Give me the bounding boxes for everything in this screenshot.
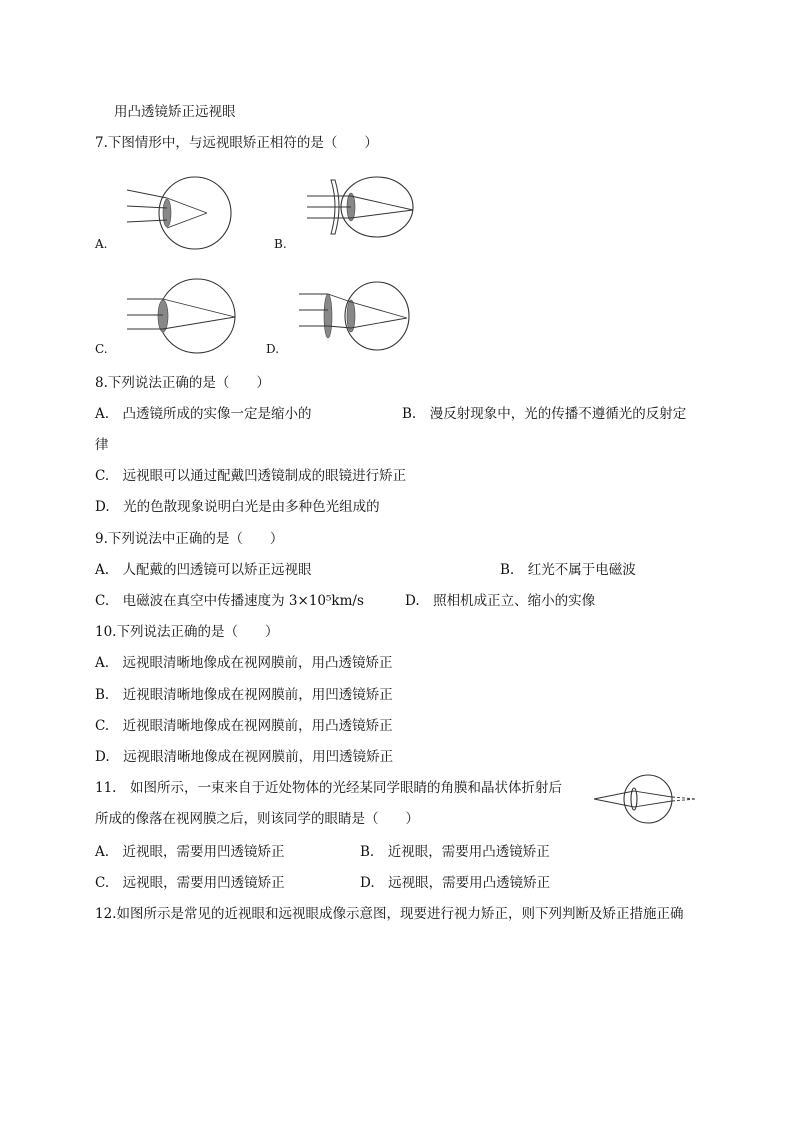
q8-stem: 8.下列说法正确的是（ ） [95, 375, 270, 391]
q10-option-a: A. 远视眼清晰地像成在视网膜前，用凸透镜矫正 [95, 655, 393, 671]
q11-stem-line2: 所成的像落在视网膜之后，则该同学的眼睛是（ ） [95, 811, 419, 827]
q7-label-b: B. [274, 237, 287, 251]
q10-stem: 10.下列说法正确的是（ ） [95, 624, 279, 640]
q8-option-a: A. 凸透镜所成的实像一定是缩小的 [95, 406, 312, 422]
q10-option-c: C. 近视眼清晰地像成在视网膜前，用凸透镜矫正 [95, 718, 393, 734]
q11-option-b: B. 近视眼，需要用凸透镜矫正 [360, 844, 550, 860]
q8-option-d: D. 光的色散现象说明白光是由多种色光组成的 [95, 499, 380, 515]
q9-option-b: B. 红光不属于电磁波 [500, 562, 636, 578]
q12-stem: 12.如图所示是常见的近视眼和远视眼成像示意图，现要进行视力矫正，则下列判断及矫正措施正确 [95, 906, 684, 922]
q11-option-d: D. 远视眼，需要用凸透镜矫正 [360, 875, 551, 891]
q11-option-a: A. 近视眼，需要用凹透镜矫正 [95, 844, 285, 860]
eye-diagram-a [125, 176, 235, 252]
q9-stem: 9.下列说法中正确的是（ ） [95, 531, 284, 547]
q11-option-c: C. 远视眼，需要用凹透镜矫正 [95, 875, 285, 891]
q7-label-a: A. [95, 237, 108, 251]
q9-option-c: C. 电磁波在真空中传播速度为 3×10⁵km/s [95, 593, 364, 609]
q10-option-b: B. 近视眼清晰地像成在视网膜前，用凹透镜矫正 [95, 687, 393, 703]
eye-diagram-d [297, 280, 412, 352]
eye-diagram-b [305, 176, 417, 236]
eye-diagram-c [125, 277, 237, 355]
heading-line: 用凸透镜矫正远视眼 [114, 104, 236, 120]
q7-label-d: D. [266, 342, 280, 356]
eye-diagram-q11 [592, 773, 698, 825]
q11-stem-line1: 11. 如图所示，一束来自于近处物体的光经某同学眼睛的角膜和晶状体折射后 [95, 780, 562, 796]
q7-stem: 7.下图情形中，与远视眼矫正相符的是（ ） [95, 135, 378, 151]
q7-label-c: C. [95, 342, 108, 356]
q10-option-d: D. 远视眼清晰地像成在视网膜前，用凹透镜矫正 [95, 749, 394, 765]
q9-option-a: A. 人配戴的凹透镜可以矫正远视眼 [95, 562, 312, 578]
q9-option-d: D. 照相机成正立、缩小的实像 [405, 593, 596, 609]
q8-option-c: C. 远视眼可以通过配戴凹透镜制成的眼镜进行矫正 [95, 468, 407, 484]
q8-option-b-continued: 律 [95, 437, 109, 453]
q8-option-b: B. 漫反射现象中，光的传播不遵循光的反射定 [402, 406, 687, 422]
